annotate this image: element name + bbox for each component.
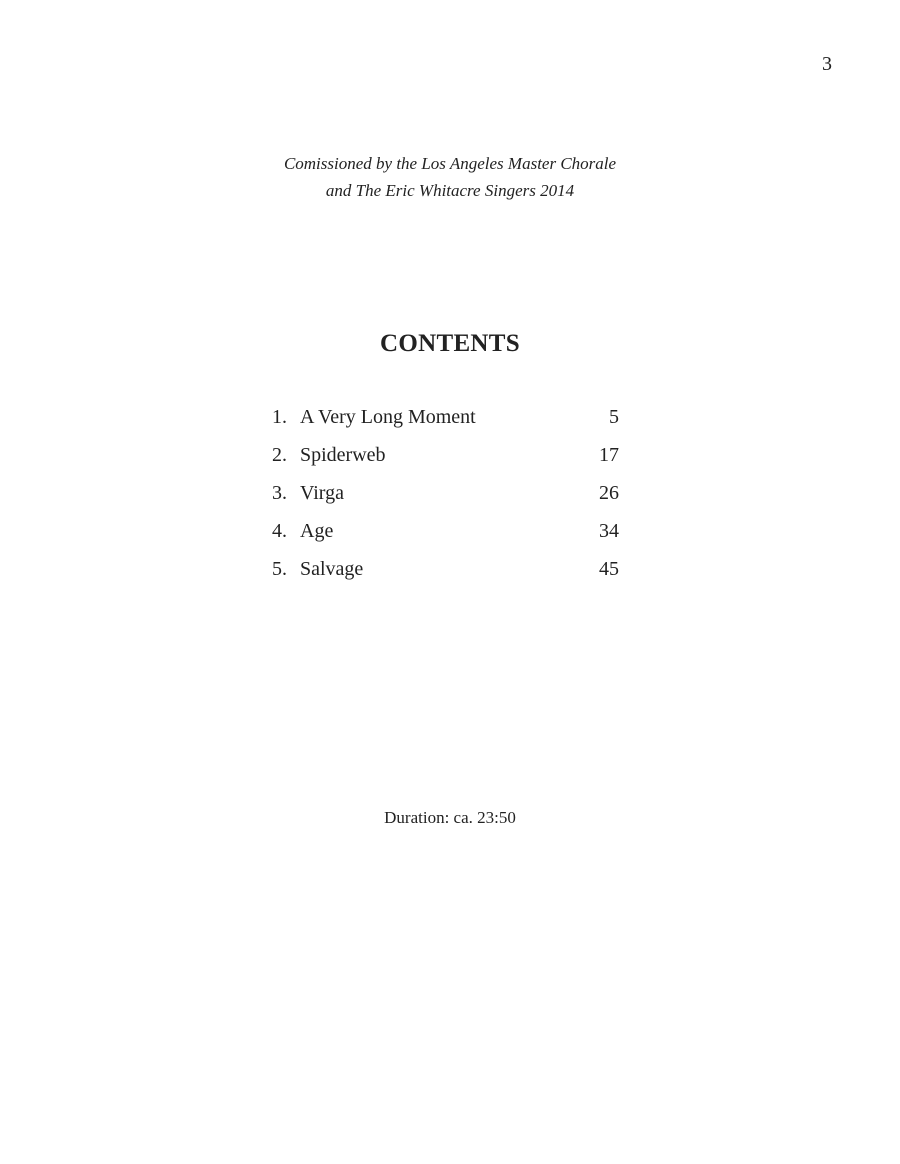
toc-entry	[272, 474, 619, 512]
commission-note	[0, 150, 900, 204]
toc-entry-page: 34	[599, 520, 619, 542]
toc-entry-page: 45	[599, 558, 619, 580]
toc-entry-page: 17	[599, 444, 619, 466]
toc-entry	[272, 512, 619, 550]
duration-note: Duration: ca. 23:50	[384, 808, 516, 827]
toc-entry-title: A Very Long Moment	[300, 406, 476, 428]
toc-entry-number: 2.	[272, 444, 287, 466]
toc-entry-page: 5	[609, 406, 619, 428]
toc-entry	[272, 550, 619, 588]
contents-heading: CONTENTS	[380, 330, 520, 357]
page-number: 3	[822, 53, 832, 75]
toc-entry	[272, 398, 619, 436]
toc-entry-title: Salvage	[300, 558, 364, 580]
commission-line-1: Comissioned by the Los Angeles Master Chorale	[283, 154, 617, 173]
table-of-contents	[272, 398, 619, 588]
commission-line-2: and The Eric Whitacre Singers 2014	[325, 181, 575, 200]
toc-entry-page: 26	[599, 482, 619, 504]
toc-entry-number: 3.	[272, 482, 287, 504]
toc-entry-number: 5.	[272, 558, 287, 580]
toc-entry-title: Virga	[300, 482, 344, 504]
toc-entry-number: 4.	[272, 520, 287, 542]
toc-entry-title: Spiderweb	[300, 444, 386, 466]
toc-entry-title: Age	[300, 520, 334, 542]
toc-entry	[272, 436, 619, 474]
toc-entry-number: 1.	[272, 406, 287, 428]
